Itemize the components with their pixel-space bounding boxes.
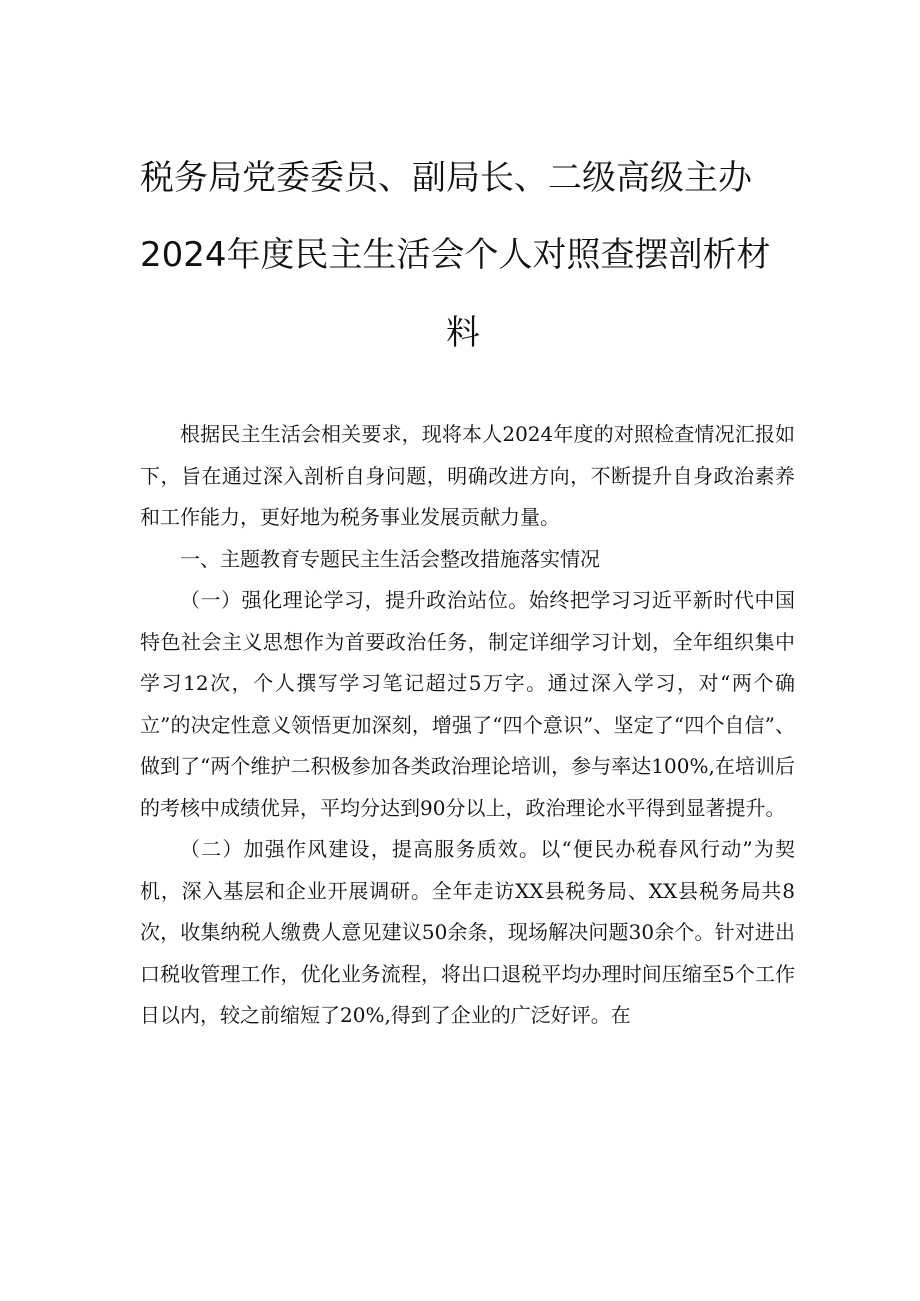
section-1-heading: 一、主题教育专题民主生活会整改措施落实情况 <box>180 546 600 571</box>
subsection-1-paragraph <box>140 580 795 829</box>
intro-paragraph: 根据民主生活会相关要求，现将本人2024年度的对照检查情况汇报如下，旨在通过深入剖析自身问题，明确改进方向，不断提升自身政治素养和工作能力，更好地为税务事业发展贡献力量。 <box>140 422 795 529</box>
document-body <box>140 414 795 1037</box>
subsection-2-lead: （二）加强作风建设，提高服务质效。 <box>180 837 541 861</box>
subsection-1-lead: （一）强化理论学习，提升政治站位。 <box>180 588 529 612</box>
subsection-2-paragraph <box>140 829 795 1037</box>
document-title-line-1: 税务局党委委员、副局长、二级高级主办 <box>140 158 752 198</box>
subsection-2-text: 以“便民办税春风行动”为契机，深入基层和企业开展调研。全年走访XX县税务局、XX县税务局共8次，收集纳税人缴费人意见建议50余条，现场解决问题30余个。针对进出口税收管理工作，优化业务流程，将出口退税平均办理时间压缩至5个工作日以内，较之前缩短了20%,得到了企业的广泛好评。在 <box>140 837 796 1027</box>
document-title-line-3: 料 <box>446 313 480 353</box>
subsection-1-text: 始终把学习习近平新时代中国特色社会主义思想作为首要政治任务，制定详细学习计划，全年组织集中学习12次，个人撰写学习笔记超过5万字。通过深入学习，对“两个确立”的决定性意义领悟更加深刻，增强了“四个意识”、坚定了“四个自信”、做到了“两个维护二积极参加各类政治理论培训，参与率达100%,在培训后的考核中成绩优异，平均分达到90分以上，政治理论水平得到显著提升。 <box>140 588 796 820</box>
document-title-line-2: 2024年度民主生活会个人对照查摆剖析材 <box>140 235 771 275</box>
